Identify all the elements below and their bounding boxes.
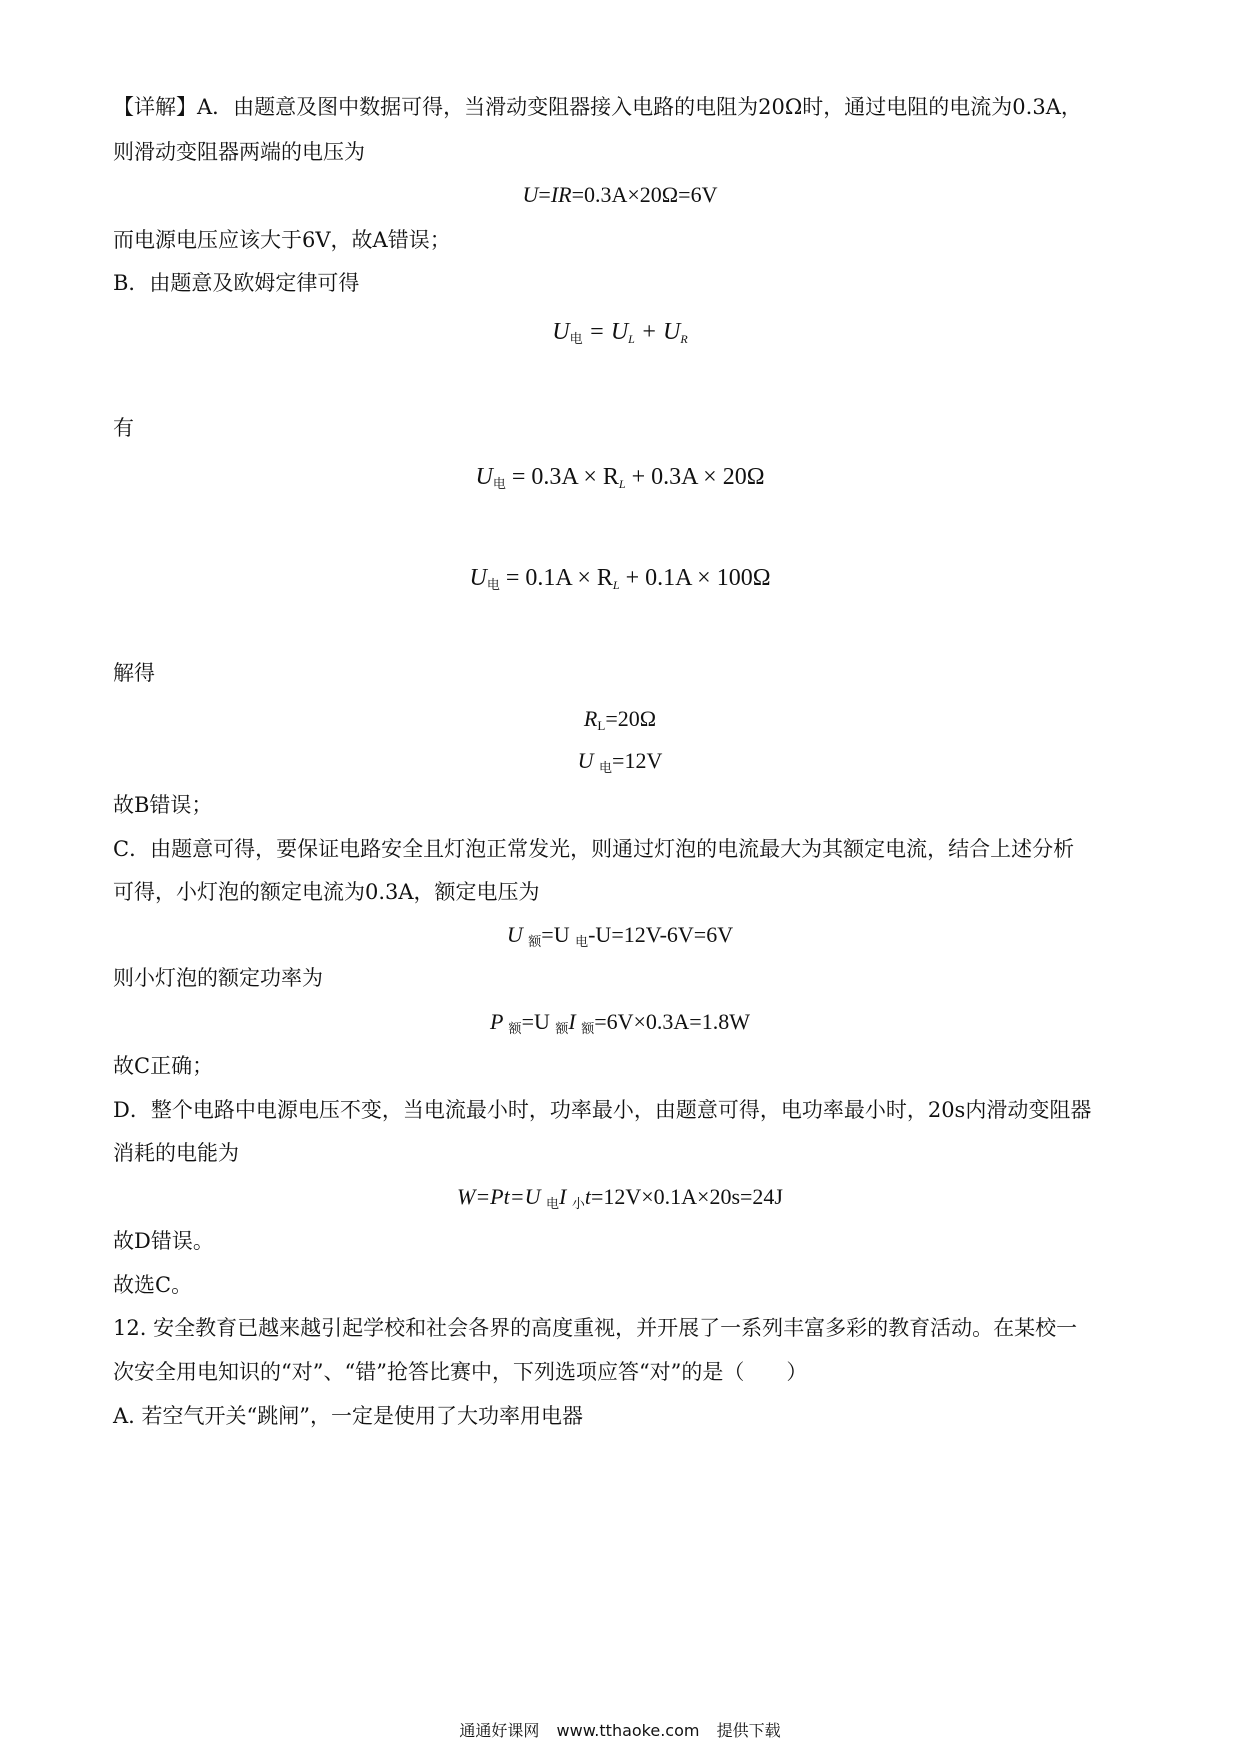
- equation-source-voltage: U $_电$=12V: [577, 748, 663, 775]
- solution-line-5: 有: [113, 416, 134, 440]
- page-footer: [0, 1718, 1240, 1741]
- equation-voltage-rheostat: U=IR=0.3A×20Ω=6V: [522, 182, 718, 207]
- equation-rated-voltage: U $_额$=U $_电$-U=12V-6V=6V: [506, 922, 734, 949]
- question-12-option-a: A. 若空气开关“跳闸”，一定是使用了大功率用电器: [113, 1404, 583, 1428]
- equation-rl-result: $R_L=20\Omega$: [583, 706, 657, 733]
- solution-line-11: 故C正确；: [113, 1054, 214, 1078]
- solution-line-9: 可得，小灯泡的额定电流为0.3A，额定电压为: [113, 880, 540, 904]
- question-12-line-2: 次安全用电知识的“对”、“错”抢答比赛中，下列选项应答“对”的是（ ）: [113, 1360, 808, 1384]
- solution-line-4: B．由题意及欧姆定律可得: [113, 271, 360, 295]
- footer-site-name: 通通好课网: [459, 1721, 540, 1740]
- solution-line-6: 解得: [113, 661, 155, 685]
- equation-rated-power: P $_额$=U $_额$I $_额$=6V×0.3A=1.8W: [490, 1009, 750, 1036]
- solution-line-8: C．由题意可得，要保证电路安全且灯泡正常发光，则通过灯泡的电流最大为其额定电流，结合上述分析: [113, 837, 1075, 861]
- equation-case-2: $U_电 = 0.1A \times R_L + 0.1A \times 100\Omega$: [469, 565, 771, 592]
- solution-line-10: 则小灯泡的额定功率为: [113, 966, 323, 990]
- solution-line-1: 【详解】A．由题意及图中数据可得，当滑动变阻器接入电路的电阻为20Ω时，通过电阻的电流为0.3A，: [113, 95, 1082, 119]
- solution-line-13: 消耗的电能为: [113, 1141, 239, 1165]
- equation-case-1: $U_电 = 0.3A \times R_L + 0.3A \times 20\Omega$: [475, 464, 765, 491]
- solution-line-2: 则滑动变阻器两端的电压为: [113, 140, 365, 164]
- equation-voltage-sum: $U_电 = U_L + U_R$: [552, 319, 688, 346]
- solution-line-15: 故选C。: [113, 1273, 193, 1297]
- solution-line-12: D．整个电路中电源电压不变，当电流最小时，功率最小，由题意可得，电功率最小时，20s内滑动变阻器: [113, 1098, 1092, 1122]
- footer-tagline: 提供下载: [716, 1721, 781, 1740]
- equation-electric-energy: W=Pt=U $_电$I $_小$t=12V×0.1A×20s=24J: [457, 1184, 783, 1211]
- footer-url[interactable]: www.tthaoke.com: [556, 1721, 700, 1740]
- solution-line-7: 故B错误；: [113, 793, 213, 817]
- question-12-line-1: 12. 安全教育已越来越引起学校和社会各界的高度重视，并开展了一系列丰富多彩的教育活动。在某校一: [113, 1316, 1078, 1340]
- solution-line-14: 故D错误。: [113, 1229, 214, 1253]
- solution-line-3: 而电源电压应该大于6V，故A错误；: [113, 228, 451, 252]
